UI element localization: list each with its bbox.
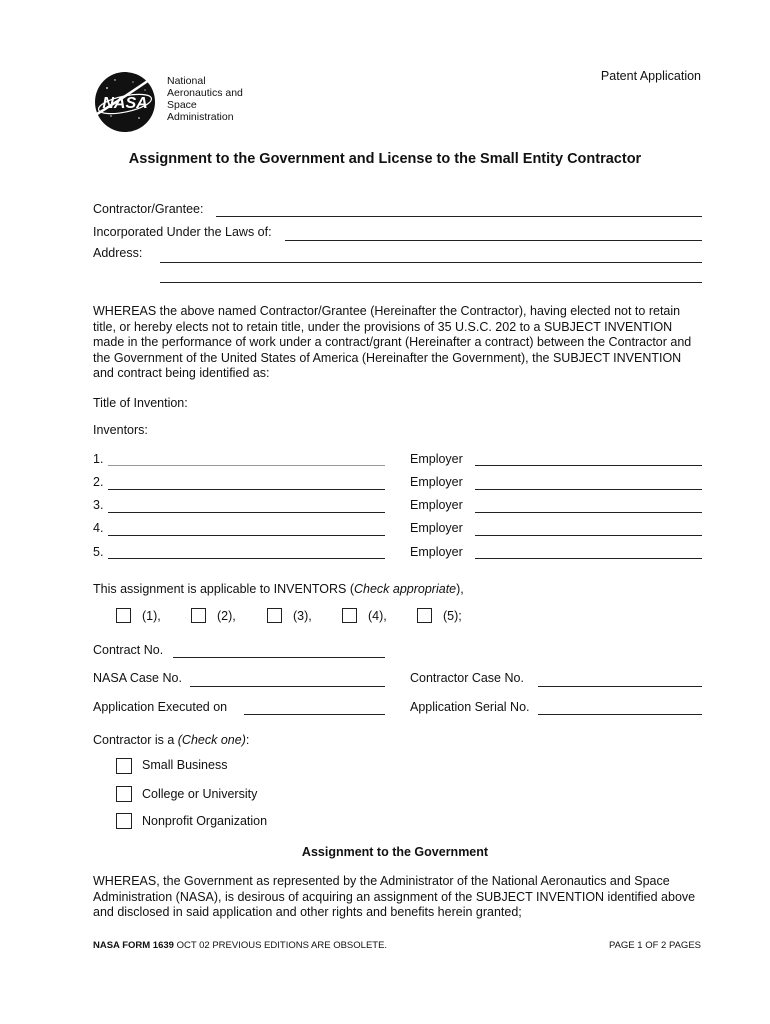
agency-line: Aeronautics and <box>167 87 243 99</box>
agency-line: National <box>167 75 206 87</box>
inventor-checkbox-5[interactable] <box>417 608 432 623</box>
nasa-logo <box>93 70 157 134</box>
employer-label: Employer <box>410 475 463 489</box>
application-serial-label: Application Serial No. <box>410 700 530 714</box>
nonprofit-label: Nonprofit Organization <box>142 814 268 828</box>
incorporated-field[interactable] <box>285 240 702 241</box>
nasa-meatball-icon <box>93 70 157 134</box>
applicability-text: This assignment is applicable to INVENTORS (Check appropriate), <box>93 582 464 596</box>
agency-line: Space <box>167 99 197 111</box>
application-executed-label: Application Executed on <box>93 700 228 714</box>
footer-page-label: PAGE 1 OF 2 PAGES <box>608 940 701 951</box>
application-executed-field[interactable] <box>244 714 385 715</box>
college-university-checkbox[interactable] <box>116 786 132 802</box>
employer-label: Employer <box>410 498 463 512</box>
inventor-option-label: (5); <box>443 609 462 623</box>
incorporated-label: Incorporated Under the Laws of: <box>93 225 272 239</box>
address-field-1[interactable] <box>160 262 702 263</box>
contract-no-field[interactable] <box>173 657 385 658</box>
svg-text:NASA: NASA <box>102 95 148 112</box>
inventor-field-5[interactable] <box>108 558 385 559</box>
employer-field-2[interactable] <box>475 489 702 490</box>
invention-title-label: Title of Invention: <box>93 396 188 410</box>
inventor-checkbox-3[interactable] <box>267 608 282 623</box>
small-business-label: Small Business <box>142 758 228 772</box>
employer-field-3[interactable] <box>475 512 702 513</box>
inventor-checkbox-4[interactable] <box>342 608 357 623</box>
agency-line: Administration <box>167 111 234 123</box>
doc-type: Patent Application <box>600 69 701 83</box>
nasa-case-no-label: NASA Case No. <box>93 671 182 685</box>
employer-label: Employer <box>410 545 463 559</box>
footer-form-id: NASA FORM 1639 OCT 02 PREVIOUS EDITIONS ARE OBSOLETE. <box>93 940 388 951</box>
contractor-case-no-label: Contractor Case No. <box>410 671 524 685</box>
small-business-checkbox[interactable] <box>116 758 132 774</box>
inventor-option-label: (3), <box>293 609 312 623</box>
employer-field-4[interactable] <box>475 535 702 536</box>
application-serial-field[interactable] <box>538 714 702 715</box>
address-label: Address: <box>93 246 143 260</box>
employer-field-5[interactable] <box>475 558 702 559</box>
inventor-number: 4. <box>93 521 104 535</box>
contractor-type-label: Contractor is a (Check one): <box>93 733 250 747</box>
employer-label: Employer <box>410 521 463 535</box>
contractor-label: Contractor/Grantee: <box>93 202 204 216</box>
inventor-checkbox-2[interactable] <box>191 608 206 623</box>
inventor-number: 2. <box>93 475 104 489</box>
page-title: Assignment to the Government and License to the Small Entity Contractor <box>128 151 642 167</box>
college-university-label: College or University <box>142 787 258 801</box>
whereas-paragraph-1: WHEREAS the above named Contractor/Grantee (Hereinafter the Contractor), having elected not to retain title, or hereby elects not to retain title, under the provisions of 35 U.S.C. 202 to a SUBJECT INVENTION made in the performance of work under a contract/grant (Hereinafter a contract) between the Contractor and the Government of the United States of America (Hereinafter the Government), the SUBJECT INVENTION and contract being identified as: <box>93 304 692 381</box>
address-field-2[interactable] <box>160 282 702 283</box>
inventor-option-label: (1), <box>142 609 161 623</box>
agency-name <box>167 75 243 123</box>
inventor-number: 1. <box>93 452 104 466</box>
whereas-paragraph-2: WHEREAS, the Government as represented by the Administrator of the National Aeronautics and Space Administration (NASA), is desirous of acquiring an assignment of the SUBJECT INVENTION identified above and disclosed in said application and other rights and benefits herein granted; <box>93 874 696 920</box>
inventor-option-label: (2), <box>217 609 236 623</box>
section-heading: Assignment to the Government <box>301 845 489 859</box>
inventor-option-label: (4), <box>368 609 387 623</box>
inventor-number: 5. <box>93 545 104 559</box>
employer-label: Employer <box>410 452 463 466</box>
inventor-field-3[interactable] <box>108 512 385 513</box>
employer-field-1[interactable] <box>475 465 702 466</box>
contract-no-label: Contract No. <box>93 643 164 657</box>
inventor-number: 3. <box>93 498 104 512</box>
nonprofit-checkbox[interactable] <box>116 813 132 829</box>
inventor-field-1[interactable] <box>108 465 385 466</box>
inventors-label: Inventors: <box>93 423 148 437</box>
nasa-case-no-field[interactable] <box>190 686 385 687</box>
inventor-checkbox-1[interactable] <box>116 608 131 623</box>
inventor-field-2[interactable] <box>108 489 385 490</box>
contractor-case-no-field[interactable] <box>538 686 702 687</box>
contractor-field[interactable] <box>216 216 702 217</box>
inventor-field-4[interactable] <box>108 535 385 536</box>
